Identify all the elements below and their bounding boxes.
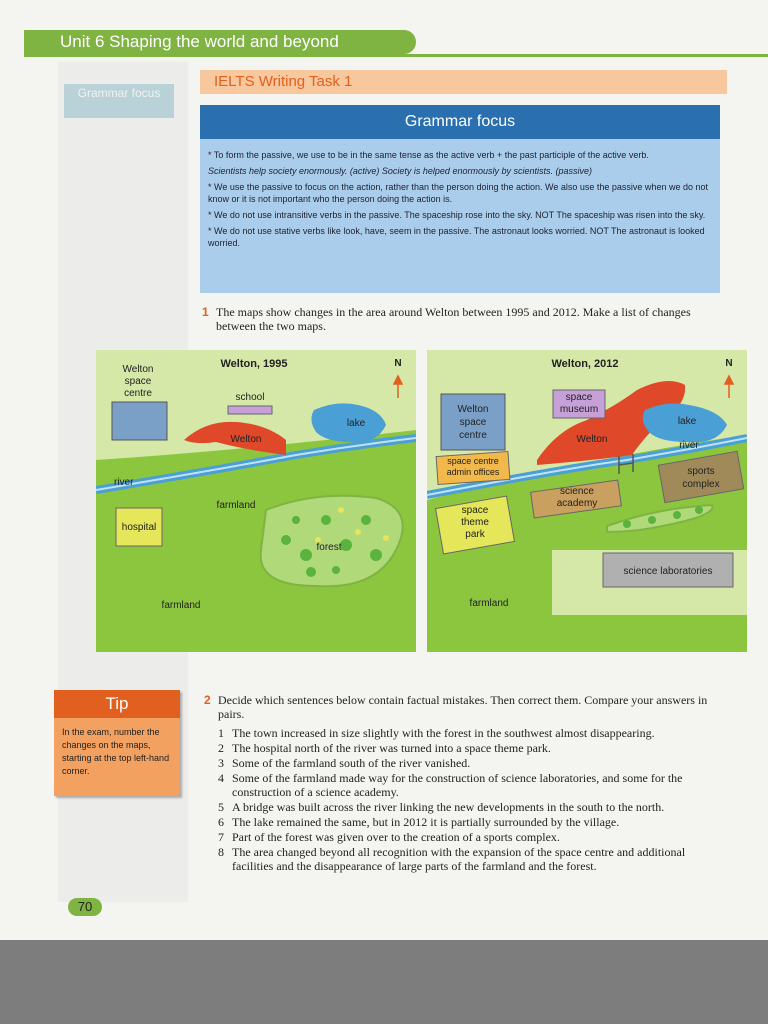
space-centre-label: Welton space centre — [122, 364, 154, 399]
grammar-focus-body — [200, 139, 720, 249]
tip-text: In the exam, number the changes on the maps, starting at the top left-hand corner. — [62, 727, 170, 776]
item-text: The town increased in size slightly with the forest in the southwest almost disappearing. — [232, 726, 655, 740]
science-labs-label: science laboratories — [623, 566, 713, 577]
item-text: Some of the farmland made way for the construction of science laboratories, and some for the construction of a science academy. — [232, 771, 683, 799]
farmland-label: farmland — [469, 598, 509, 609]
river-label: river — [679, 440, 699, 451]
map-welton-2012 — [427, 350, 747, 652]
school-label: school — [235, 392, 265, 403]
grammar-rule: * We use the passive to focus on the action, rather than the person doing the action. We also use the passive when we do not know or it is not important who the person doing the action is. — [208, 182, 708, 204]
welton-label: Welton — [576, 434, 608, 445]
section-title: IELTS Writing Task 1 — [200, 70, 727, 94]
item-number: 1 — [218, 726, 224, 740]
list-item — [218, 756, 726, 770]
item-number: 6 — [218, 815, 224, 829]
admin-offices-label: space centre admin offices — [446, 456, 500, 477]
theme-park-label: space theme park — [461, 505, 489, 540]
space-museum-label: space museum — [559, 392, 599, 415]
grammar-focus-box — [200, 105, 720, 293]
list-item — [218, 726, 726, 740]
hospital-label: hospital — [121, 522, 157, 533]
grammar-focus-title: Grammar focus — [200, 105, 720, 139]
question-2 — [204, 693, 726, 721]
item-number: 4 — [218, 771, 224, 785]
grammar-rule: * To form the passive, we use to be in the same tense as the active verb + the past participle of the active verb. — [208, 150, 649, 160]
north-label: N — [725, 358, 733, 369]
lake-label: lake — [346, 418, 366, 429]
item-text: Part of the forest was given over to the creation of a sports complex. — [232, 830, 560, 844]
question-text: Decide which sentences below contain factual mistakes. Then correct them. Compare your answers in pairs. — [218, 693, 708, 721]
forest-label: forest — [316, 542, 342, 553]
unit-title-banner: Unit 6 Shaping the world and beyond — [24, 30, 416, 54]
welton-label: Welton — [230, 434, 262, 445]
item-number: 5 — [218, 800, 224, 814]
item-number: 3 — [218, 756, 224, 770]
tip-title: Tip — [54, 690, 180, 718]
item-number: 2 — [218, 741, 224, 755]
farmland-area — [427, 615, 747, 652]
north-label: N — [394, 358, 402, 369]
unit-rule — [24, 54, 768, 57]
item-number: 7 — [218, 830, 224, 844]
list-item — [218, 741, 726, 755]
map-title: Welton, 2012 — [551, 358, 619, 370]
item-text: A bridge was built across the river linking the new developments in the south to the north. — [232, 800, 665, 814]
question-number: 1 — [202, 305, 209, 319]
item-text: Some of the farmland south of the river vanished. — [232, 756, 471, 770]
farmland-label: farmland — [161, 600, 201, 611]
item-text: The lake remained the same, but in 2012 it is partially surrounded by the village. — [232, 815, 620, 829]
grammar-rule: * We do not use intransitive verbs in the passive. The spaceship rose into the sky. NOT The spaceship was risen into the sky. — [208, 210, 706, 220]
school-building — [228, 406, 272, 414]
question-text: The maps show changes in the area around Welton between 1995 and 2012. Make a list of changes between the two maps. — [216, 305, 691, 333]
space-centre-label: Welton space centre — [457, 404, 489, 441]
list-item — [218, 771, 726, 799]
farmland-label: farmland — [216, 500, 256, 511]
list-item — [218, 815, 726, 829]
item-text: The area changed beyond all recognition with the expansion of the space centre and additional facilities and the disappearance of large parts of the farmland and the forest. — [232, 845, 686, 873]
grammar-example: Scientists help society enormously. (active) Society is helped enormously by scientists. (passive) — [208, 166, 592, 176]
statement-list — [218, 726, 726, 874]
river-label: river — [114, 477, 134, 488]
item-text: The hospital north of the river was turned into a space theme park. — [232, 741, 551, 755]
list-item — [218, 830, 726, 844]
margin-ghost-label: Grammar focus — [64, 84, 174, 118]
science-academy-label: science academy — [556, 486, 598, 509]
item-number: 8 — [218, 845, 224, 859]
list-item — [218, 845, 726, 873]
lake-label: lake — [677, 416, 697, 427]
sports-complex-label: sports complex — [682, 466, 720, 490]
map-welton-1995 — [96, 350, 416, 652]
space-centre-building — [112, 402, 167, 440]
map-title: Welton, 1995 — [220, 358, 288, 370]
list-item — [218, 800, 726, 814]
tip-box — [54, 690, 180, 796]
page-number: 70 — [68, 898, 102, 916]
grammar-rule: * We do not use stative verbs like look, have, seem in the passive. The astronaut looks worried. NOT The astronaut is looked worried. — [208, 226, 705, 248]
question-number: 2 — [204, 693, 211, 707]
question-1 — [202, 305, 726, 333]
